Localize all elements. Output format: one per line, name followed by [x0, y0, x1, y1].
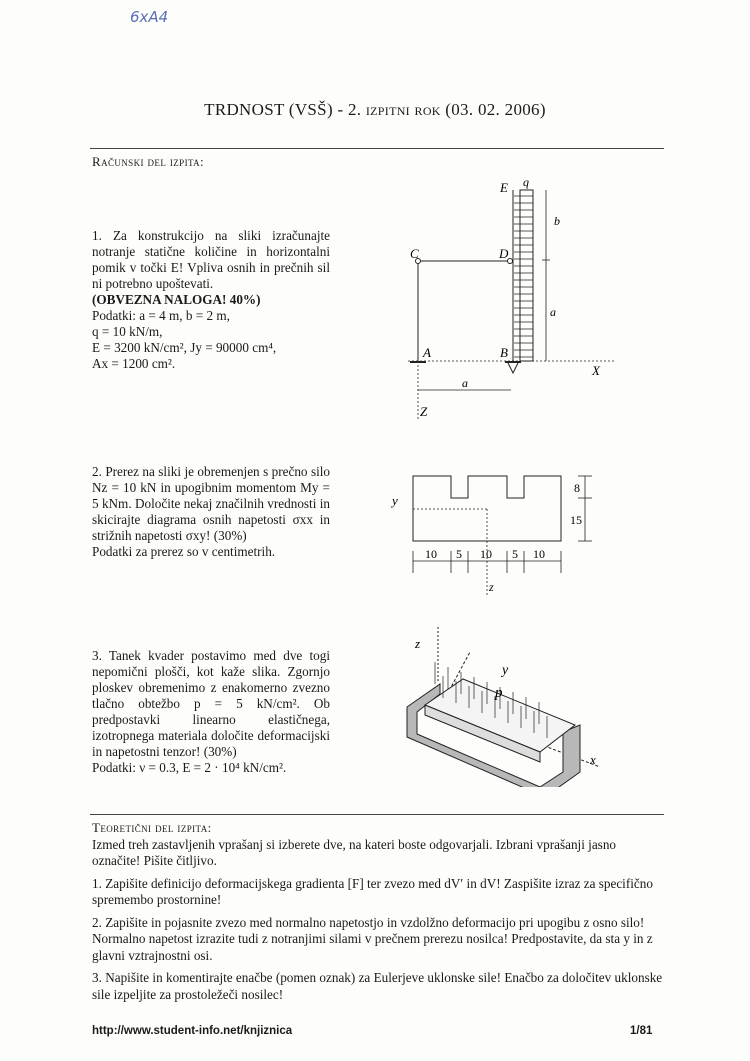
label-y: y: [502, 663, 509, 678]
frame-figure: [380, 170, 620, 430]
task-1-data: Podatki: a = 4 m, b = 2 m,: [92, 308, 230, 323]
theory-question-1: 1. Zapišite definicijo deformacijskega gradienta [F] ter zvezo med dV′ in dV! Zaspišite izraz za specifično spremembo prostornine!: [92, 875, 653, 907]
dim-label: 15: [570, 513, 582, 527]
task-1-data: q = 10 kN/m,: [92, 324, 163, 339]
task-1-emphasis: (OBVEZNA NALOGA! 40%): [92, 292, 261, 307]
task-1-text: 1. Za konstrukcijo na sliki izračunajte notranje statične količine in horizontalni pomik v točki E! Vpliva osnih in prečnih sil ni potrebno upoštevati.: [92, 228, 330, 291]
dim-label: 10: [425, 547, 437, 561]
section-divider: [90, 814, 664, 815]
footer-page-number: 1/81: [630, 1025, 653, 1037]
label-e: E: [500, 180, 508, 195]
label-b: b: [554, 214, 560, 228]
computational-section-title: Računski del izpita:: [92, 154, 205, 169]
task-1: [92, 228, 330, 372]
theory-question-2: 2. Zapišite in pojasnite zvezo med normalno napetostjo in vzdolžno deformacijo pri upogibu z osno silo! Normalno napetost izrazite tudi z notranjimi silami v prečnem prerezu nosilca! Predpostavite, da sta y in z glavni vztrajnostni osi.: [92, 914, 653, 963]
title-rest: izpitni rok (03. 02. 2006): [365, 100, 546, 119]
label-z: z: [489, 580, 494, 594]
dim-label: 5: [456, 547, 462, 561]
label-a-point: A: [423, 345, 431, 360]
task-2: [92, 464, 330, 560]
cross-section-figure: [380, 465, 600, 600]
label-b-point: B: [500, 345, 508, 360]
task-2-text: 2. Prerez na sliki je obremenjen s prečno silo Nz = 10 kN in upogibnim momentom My = 5 kNm. Določite nekaj značilnih vrednosti in skicirajte diagrama osnih napetosti σxx in strižnih napetosti σxy! (30%): [92, 464, 330, 543]
label-y: y: [392, 493, 398, 508]
footer-url[interactable]: http://www.student-info.net/knjiznica: [92, 1025, 293, 1037]
handwritten-note: 6xA4: [130, 8, 169, 26]
dim-label: 8: [574, 481, 580, 495]
label-c: C: [410, 246, 419, 261]
label-z: z: [415, 636, 421, 651]
label-a-horizontal: a: [462, 376, 468, 390]
label-q: q: [523, 175, 529, 189]
label-a-vertical: a: [550, 305, 556, 319]
task-3-data: Podatki: ν = 0.3, E = 2 · 10⁴ kN/cm².: [92, 760, 287, 775]
theory-intro: Izmed treh zastavljenih vprašanj si izberete dve, na kateri boste odgovarjali. Izbrani vprašanji jasno označite! Pišite čitljivo.: [92, 836, 617, 868]
title-main: TRDNOST (VSŠ) - 2.: [204, 100, 362, 119]
task-1-data: Ax = 1200 cm².: [92, 356, 176, 371]
theoretical-section-title: Teoretični del izpita:: [92, 820, 212, 835]
distributed-load-q: [520, 190, 533, 361]
section-divider: [90, 148, 664, 149]
theoretical-section: [92, 820, 664, 1009]
cross-section-outline: [413, 476, 561, 541]
task-3-text: 3. Tanek kvader postavimo med dve togi nepomični plošči, kot kaže slika. Zgornjo ploskev obremenimo z enakomerno zvezno tlačno obtežbo p = 5 kN/cm². Ob predpostavki linearno elastičnega, izotropnega materiala določite deformacijski in napetostni tenzor! (30%): [92, 648, 330, 759]
page-title: [0, 100, 750, 120]
label-x: X: [592, 363, 600, 378]
block-figure: [395, 622, 610, 787]
support-b-hinge: [508, 363, 518, 373]
task-1-data: E = 3200 kN/cm², Jy = 90000 cm⁴,: [92, 340, 277, 355]
theory-question-3: 3. Napišite in komentirajte enačbe (pomen oznak) za Eulerjeve uklonske sile! Enačbo za določitev uklonske sile izpeljite za prostoležeči nosilec!: [92, 970, 663, 1002]
task-2-data: Podatki za prerez so v centimetrih.: [92, 544, 276, 559]
dim-label: 5: [512, 547, 518, 561]
label-d: D: [499, 246, 509, 261]
label-z: Z: [420, 404, 428, 419]
dim-label: 10: [533, 547, 545, 561]
label-x: x: [590, 752, 596, 767]
task-3: [92, 648, 330, 776]
label-p: p: [495, 685, 503, 701]
dim-label: 10: [480, 547, 492, 561]
